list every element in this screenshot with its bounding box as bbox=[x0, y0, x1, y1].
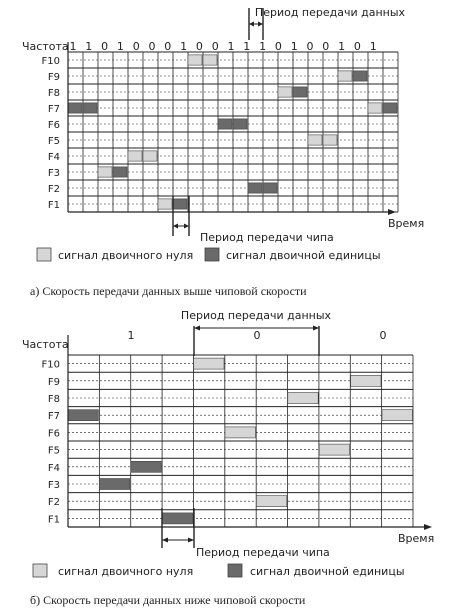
panel-a bbox=[22, 6, 424, 298]
panel-b-legend bbox=[33, 564, 405, 578]
frequency-label: F5 bbox=[47, 136, 60, 147]
legend-zero-swatch bbox=[37, 248, 51, 261]
data-bit-label: 0 bbox=[253, 329, 261, 342]
binary-one-chip bbox=[383, 103, 397, 113]
panel-b-axis-label: Частота bbox=[22, 338, 69, 351]
binary-one-chip bbox=[68, 410, 98, 421]
frequency-label: F2 bbox=[47, 184, 60, 195]
data-bit-label: 0 bbox=[164, 40, 172, 53]
binary-one-chip bbox=[248, 183, 262, 193]
frequency-label: F9 bbox=[47, 376, 60, 388]
data-bit-label: 0 bbox=[195, 40, 203, 53]
panel-a-data-period-label: Период передачи данных bbox=[254, 6, 406, 19]
frequency-label: F4 bbox=[47, 152, 60, 163]
binary-zero-chip bbox=[225, 427, 255, 438]
data-bit-label: 0 bbox=[211, 40, 219, 53]
data-bit-label: 1 bbox=[290, 40, 298, 53]
binary-zero-chip bbox=[338, 71, 352, 81]
panel-b-caption: б) Скорость передачи данных ниже чиповой скорости bbox=[30, 593, 306, 607]
binary-one-chip bbox=[233, 119, 247, 129]
data-bit-label: 1 bbox=[85, 40, 93, 53]
frequency-label: F7 bbox=[47, 104, 60, 115]
panel-b-bit-row bbox=[128, 329, 387, 342]
legend-zero-swatch bbox=[33, 564, 47, 577]
binary-zero-chip bbox=[98, 167, 112, 177]
binary-one-chip bbox=[353, 71, 367, 81]
binary-zero-chip bbox=[143, 151, 157, 161]
frequency-label: F6 bbox=[47, 120, 60, 131]
legend-zero-label: сигнал двоичного нуля bbox=[58, 249, 194, 262]
frequency-label: F9 bbox=[47, 72, 60, 83]
panel-b-frequency-labels bbox=[42, 360, 60, 526]
binary-one-chip bbox=[293, 87, 307, 97]
frequency-label: F8 bbox=[47, 394, 60, 405]
frequency-label: F3 bbox=[47, 480, 60, 491]
data-bit-label: 0 bbox=[274, 40, 282, 53]
panel-b bbox=[22, 309, 434, 607]
binary-zero-chip bbox=[351, 375, 381, 386]
panel-a-frequency-labels bbox=[42, 56, 60, 211]
data-bit-label: 1 bbox=[69, 40, 77, 53]
frequency-label: F1 bbox=[47, 514, 60, 526]
binary-one-chip bbox=[68, 103, 82, 113]
frequency-label: F3 bbox=[47, 168, 60, 179]
data-bit-label: 1 bbox=[116, 40, 124, 53]
legend-one-label: сигнал двоичной единицы bbox=[250, 565, 405, 578]
panel-a-axis-label: Частота bbox=[22, 40, 69, 53]
frequency-label: F10 bbox=[41, 56, 60, 67]
frequency-label: F1 bbox=[47, 200, 60, 211]
data-bit-label: 0 bbox=[353, 40, 361, 53]
binary-zero-chip bbox=[203, 55, 217, 65]
data-bit-label: 0 bbox=[306, 40, 314, 53]
binary-one-chip bbox=[99, 478, 129, 489]
binary-one-chip bbox=[113, 167, 127, 177]
binary-zero-chip bbox=[194, 358, 224, 369]
binary-one-chip bbox=[162, 513, 192, 524]
frequency-label: F4 bbox=[47, 462, 60, 474]
legend-one-swatch bbox=[228, 564, 242, 577]
data-bit-label: 1 bbox=[127, 329, 135, 342]
panel-a-chip-period-label: Период передачи чипа bbox=[200, 231, 334, 244]
frequency-label: F5 bbox=[47, 445, 60, 457]
frequency-label: F6 bbox=[47, 428, 60, 440]
panel-b-data-period-label: Период передачи данных bbox=[180, 309, 332, 322]
binary-zero-chip bbox=[308, 135, 322, 145]
frequency-label: F7 bbox=[47, 411, 60, 423]
binary-zero-chip bbox=[319, 444, 349, 455]
binary-zero-chip bbox=[278, 87, 292, 97]
data-bit-label: 1 bbox=[180, 40, 188, 53]
binary-zero-chip bbox=[382, 410, 412, 421]
panel-b-chip-period-label: Период передачи чипа bbox=[196, 546, 330, 559]
binary-zero-chip bbox=[288, 392, 318, 403]
binary-zero-chip bbox=[128, 151, 142, 161]
panel-a-time-label: Время bbox=[388, 217, 425, 230]
data-bit-label: 1 bbox=[259, 40, 267, 53]
binary-one-chip bbox=[131, 461, 161, 472]
binary-zero-chip bbox=[158, 199, 172, 209]
panel-b-time-label: Время bbox=[398, 532, 435, 545]
data-bit-label: 0 bbox=[148, 40, 156, 53]
panel-a-caption: а) Скорость передачи данных выше чиповой скорости bbox=[30, 284, 307, 298]
data-bit-label: 1 bbox=[243, 40, 251, 53]
data-bit-label: 0 bbox=[322, 40, 330, 53]
binary-one-chip bbox=[263, 183, 277, 193]
legend-one-label: сигнал двоичной единицы bbox=[226, 249, 381, 262]
frequency-label: F8 bbox=[47, 88, 60, 99]
binary-one-chip bbox=[218, 119, 232, 129]
frequency-label: F10 bbox=[41, 359, 60, 371]
legend-one-swatch bbox=[205, 248, 219, 261]
data-bit-label: 0 bbox=[379, 329, 387, 342]
panel-a-bit-row bbox=[70, 40, 377, 53]
frequency-label: F2 bbox=[47, 497, 60, 509]
binary-one-chip bbox=[173, 199, 187, 209]
legend-zero-label: сигнал двоичного нуля bbox=[58, 565, 194, 578]
binary-zero-chip bbox=[323, 135, 337, 145]
binary-zero-chip bbox=[256, 496, 286, 507]
binary-zero-chip bbox=[188, 55, 202, 65]
binary-one-chip bbox=[83, 103, 97, 113]
data-bit-label: 1 bbox=[338, 40, 346, 53]
data-bit-label: 0 bbox=[101, 40, 109, 53]
data-bit-label: 1 bbox=[369, 40, 377, 53]
data-bit-label: 1 bbox=[227, 40, 235, 53]
data-bit-label: 0 bbox=[132, 40, 140, 53]
binary-zero-chip bbox=[368, 103, 382, 113]
panel-a-legend bbox=[37, 248, 381, 262]
